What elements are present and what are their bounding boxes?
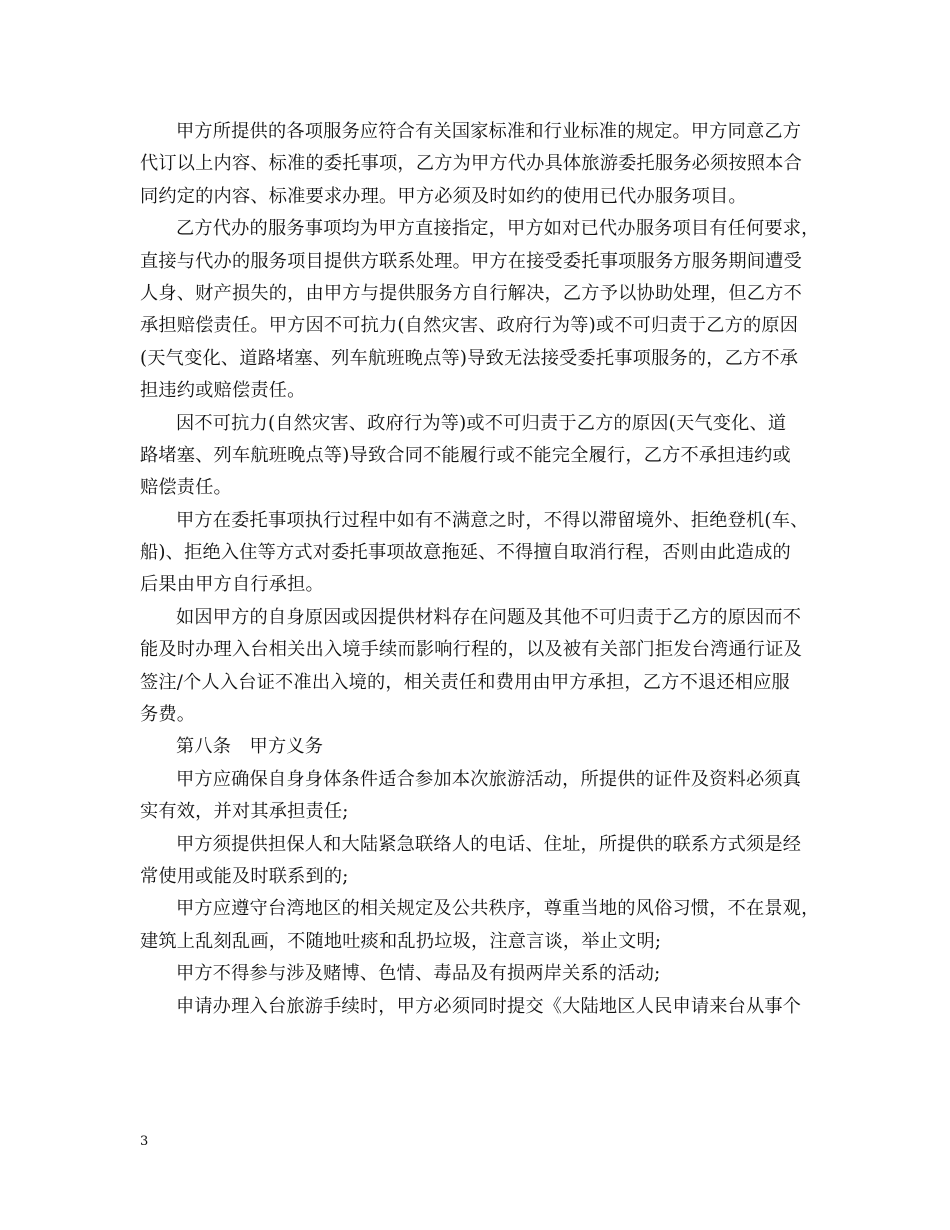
- text-line: 甲方所提供的各项服务应符合有关国家标准和行业标准的规定。甲方同意乙方: [176, 121, 802, 142]
- paragraph-local-rules: [140, 893, 820, 958]
- text-line: 务费。: [140, 704, 196, 726]
- page-number: 3: [140, 1134, 149, 1149]
- text-line: 同约定的内容、标准要求办理。甲方必须及时如约的使用已代办服务项目。: [140, 185, 747, 207]
- text-line: 常使用或能及时联系到的;: [140, 865, 349, 887]
- document-body: [140, 116, 820, 1023]
- text-line: 担违约或赔偿责任。: [140, 380, 306, 402]
- paragraph-force-majeure: [140, 408, 820, 505]
- text-line: 甲方不得参与涉及赌博、色情、毒品及有损两岸关系的活动;: [176, 963, 661, 985]
- paragraph-service-standards: [140, 116, 820, 213]
- text-line: 甲方须提供担保人和大陆紧急联络人的电话、住址，所提供的联系方式须是经: [176, 833, 802, 855]
- paragraph-designated-services: [140, 213, 820, 407]
- text-line: (天气变化、道路堵塞、列车航班晚点等)导致无法接受委托事项服务的，乙方不承: [140, 347, 799, 369]
- text-line: 建筑上乱刻乱画，不随地吐痰和乱扔垃圾，注意言谈，举止文明;: [140, 930, 662, 952]
- text-line: 甲方应遵守台湾地区的相关规定及公共秩序，尊重当地的风俗习惯，不在景观，: [176, 898, 820, 920]
- text-line: 船)、拒绝入住等方式对委托事项故意拖延、不得擅自取消行程，否则由此造成的: [140, 542, 791, 564]
- text-line: 因不可抗力(自然灾害、政府行为等)或不可归责于乙方的原因(天气变化、道: [176, 412, 787, 434]
- paragraph-prohibited-activities: [140, 958, 820, 990]
- paragraph-party-a-causes: [140, 602, 820, 732]
- paragraph-health-documents: [140, 764, 820, 829]
- text-line: 承担赔偿责任。甲方因不可抗力(自然灾害、政府行为等)或不可归责于乙方的原因: [140, 315, 799, 337]
- text-line: 后果由甲方自行承担。: [140, 574, 324, 596]
- paragraph-application: [140, 991, 820, 1023]
- text-line: 路堵塞、列车航班晚点等)导致合同不能履行或不能完全履行，乙方不承担违约或: [140, 444, 791, 466]
- text-line: 赔偿责任。: [140, 477, 232, 499]
- paragraph-dissatisfaction: [140, 505, 820, 602]
- text-line: 乙方代办的服务事项均为甲方直接指定，甲方如对已代办服务项目有任何要求，: [176, 218, 820, 240]
- text-line: 申请办理入台旅游手续时，甲方必须同时提交《大陆地区人民申请来台从事个: [176, 995, 802, 1017]
- section-heading-article-8: [140, 731, 820, 763]
- text-line: 直接与代办的服务项目提供方联系处理。甲方在接受委托事项服务方服务期间遭受: [140, 250, 802, 272]
- text-line: 甲方应确保自身身体条件适合参加本次旅游活动，所提供的证件及资料必须真: [176, 768, 802, 790]
- section-heading: 第八条 甲方义务: [176, 736, 324, 758]
- text-line: 甲方在委托事项执行过程中如有不满意之时，不得以滞留境外、拒绝登机(车、: [176, 509, 809, 531]
- text-line: 代订以上内容、标准的委托事项，乙方为甲方代办具体旅游委托服务必须按照本合: [140, 153, 802, 175]
- text-line: 人身、财产损失的，由甲方与提供服务方自行解决，乙方予以协助处理，但乙方不: [140, 282, 802, 304]
- paragraph-guarantor-contact: [140, 829, 820, 894]
- text-line: 签注/个人入台证不准出入境的，相关责任和费用由甲方承担，乙方不退还相应服: [140, 671, 790, 693]
- text-line: 如因甲方的自身原因或因提供材料存在问题及其他不可归责于乙方的原因而不: [176, 606, 802, 628]
- text-line: 实有效，并对其承担责任;: [140, 801, 349, 823]
- text-line: 能及时办理入台相关出入境手续而影响行程的，以及被有关部门拒发台湾通行证及: [140, 639, 802, 661]
